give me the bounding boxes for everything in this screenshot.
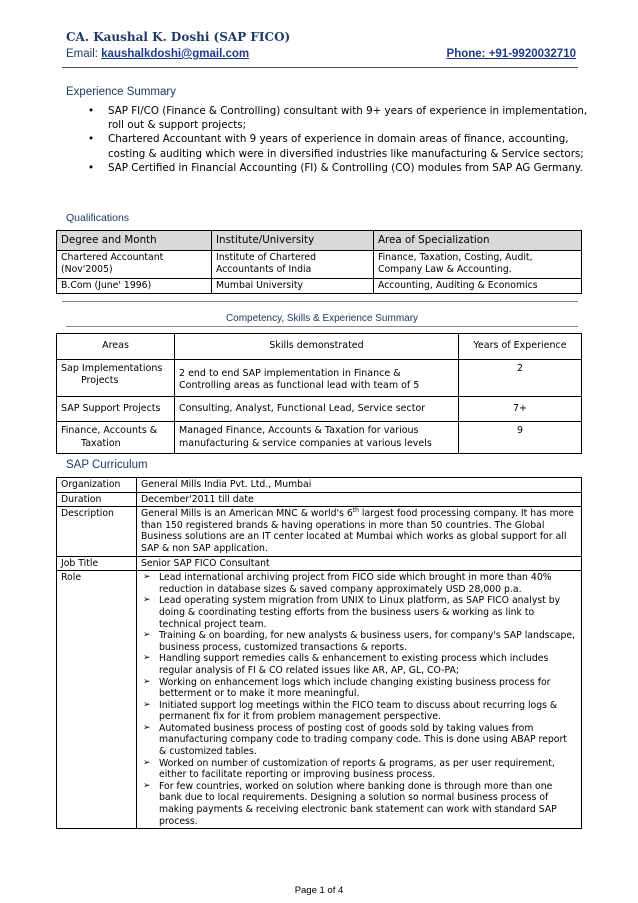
table-cell: December'2011 till date: [137, 492, 582, 507]
section-divider: [66, 326, 578, 327]
table-row: [57, 507, 582, 556]
table-cell: Senior SAP FICO Consultant: [137, 556, 582, 571]
table-row: [57, 278, 582, 294]
curriculum-heading: SAP Curriculum: [66, 459, 148, 471]
ordinal-suffix: th: [352, 507, 359, 515]
table-cell: Consulting, Analyst, Functional Lead, Service sector: [175, 396, 459, 422]
email-link[interactable]: kaushalkdoshi@gmail.com: [101, 48, 250, 60]
description-text: General Mills is an American MNC & world's 6: [141, 508, 353, 520]
role-list: [141, 572, 577, 827]
list-item: ➢ Lead operating system migration from UNIX to Linux platform, as SAP FICO analyst by doing & coordinating testing efforts from the business users & working as link to technical project team.: [141, 595, 577, 630]
list-item: ➢ Automated business process of posting cost of goods sold by taking values from manufacturing company code to trading company code. This is done using ABAP report & customized tables.: [141, 723, 577, 758]
list-item: ➢ Lead international archiving project from FICO side which brought in more than 40% reduction in database sizes & saved company approximately USD 28,000 p.a.: [141, 572, 577, 595]
area-line: Sap Implementations: [61, 362, 163, 374]
competency-table: [56, 333, 582, 454]
column-header: Area of Specialization: [374, 231, 582, 251]
table-row: [57, 359, 582, 396]
row-label: Organization: [57, 478, 137, 493]
email-label: Email:: [66, 48, 98, 60]
list-item: ➢ Handling support remedies calls & enhancement to existing process which includes regular analysis of FI & CO related issues like AR, AP, GL, CO-PA;: [141, 653, 577, 676]
header-divider: [62, 67, 578, 68]
column-header: Degree and Month: [57, 231, 212, 251]
experience-heading: Experience Summary: [66, 86, 176, 98]
table-cell: [137, 507, 582, 556]
table-cell: [57, 422, 175, 454]
table-row: [57, 478, 582, 493]
row-label: Role: [57, 571, 137, 829]
table-cell: B.Com (June' 1996): [57, 278, 212, 294]
list-item: • Chartered Accountant with 9 years of experience in domain areas of finance, accounting, costing & auditing which were in diversified industries like manufacturing & Service sectors;: [88, 132, 588, 160]
qualifications-heading: Qualifications: [66, 212, 130, 224]
row-label: Description: [57, 507, 137, 556]
area-line: Taxation: [81, 437, 121, 449]
curriculum-table: [56, 477, 582, 829]
column-header: Years of Experience: [459, 334, 582, 360]
column-header: Areas: [57, 334, 175, 360]
row-label: Job Title: [57, 556, 137, 571]
list-item: ➢ For few countries, worked on solution where banking done is through more than one bank due to local requirements. Designing a solution so normal business process of making payments & receiving electronic bank statement can work with standard SAP process.: [141, 781, 577, 827]
column-header: Skills demonstrated: [175, 334, 459, 360]
table-cell: General Mills India Pvt. Ltd., Mumbai: [137, 478, 582, 493]
list-item: ➢ Training & on boarding, for new analysts & business users, for company's SAP landscape, business process, customized transactions & reports.: [141, 630, 577, 653]
table-cell: Managed Finance, Accounts & Taxation for various manufacturing & service companies at various levels: [175, 422, 459, 454]
area-line: Projects: [81, 375, 119, 386]
table-cell: 7+: [459, 396, 582, 422]
list-item: ➢ Working on enhancement logs which include changing existing business process for betterment or to make it more meaningful.: [141, 677, 577, 700]
page-number: Page 1 of 4: [294, 885, 344, 896]
table-row: [57, 250, 582, 278]
table-row: [57, 422, 582, 454]
table-cell: Finance, Taxation, Costing, Audit, Company Law & Accounting.: [374, 250, 582, 278]
table-cell: [57, 359, 175, 396]
table-cell: Institute of Chartered Accountants of India: [212, 250, 374, 278]
list-item: • SAP FI/CO (Finance & Controlling) consultant with 9+ years of experience in implementation, roll out & support projects;: [88, 104, 588, 132]
list-item: • SAP Certified in Financial Accounting (FI) & Controlling (CO) modules from SAP AG Germany.: [88, 161, 588, 175]
table-cell: 2: [459, 359, 582, 396]
table-row: [57, 492, 582, 507]
table-cell: [137, 571, 582, 829]
table-row: [57, 571, 582, 829]
column-header: Institute/University: [212, 231, 374, 251]
description-text: largest food processing company. It has more than 150 registered brands & having operations in more than 50 countries. The Global Business solutions are an IT center located at Mumbai which works as global support for all SAP & non SAP application.: [141, 508, 574, 554]
table-cell: 2 end to end SAP implementation in Finance & Controlling areas as functional lead with team of 5: [175, 359, 459, 396]
table-cell: SAP Support Projects: [57, 396, 175, 422]
experience-list: [88, 104, 588, 175]
table-cell: Chartered Accountant (Nov'2005): [57, 250, 212, 278]
table-header-row: [57, 231, 582, 251]
competency-heading: Competency, Skills & Experience Summary: [225, 313, 419, 324]
phone-link[interactable]: Phone: +91-9920032710: [446, 48, 576, 60]
table-row: [57, 556, 582, 571]
table-cell: 9: [459, 422, 582, 454]
list-item: ➢ Initiated support log meetings within the FICO team to discuss about recurring logs & permanent fix for it from problem management perspective.: [141, 700, 577, 723]
list-item: ➢ Worked on number of customization of reports & programs, as per user requirement, either to facilitate reporting or improving business process.: [141, 758, 577, 781]
table-cell: Mumbai University: [212, 278, 374, 294]
qualifications-table: [56, 230, 582, 294]
section-divider: [62, 301, 578, 302]
row-label: Duration: [57, 492, 137, 507]
table-row: [57, 396, 582, 422]
area-line: Finance, Accounts &: [61, 425, 158, 436]
contact-line: [66, 48, 576, 60]
table-header-row: [57, 334, 582, 360]
candidate-name: CA. Kaushal K. Doshi (SAP FICO): [66, 30, 291, 44]
table-cell: Accounting, Auditing & Economics: [374, 278, 582, 294]
